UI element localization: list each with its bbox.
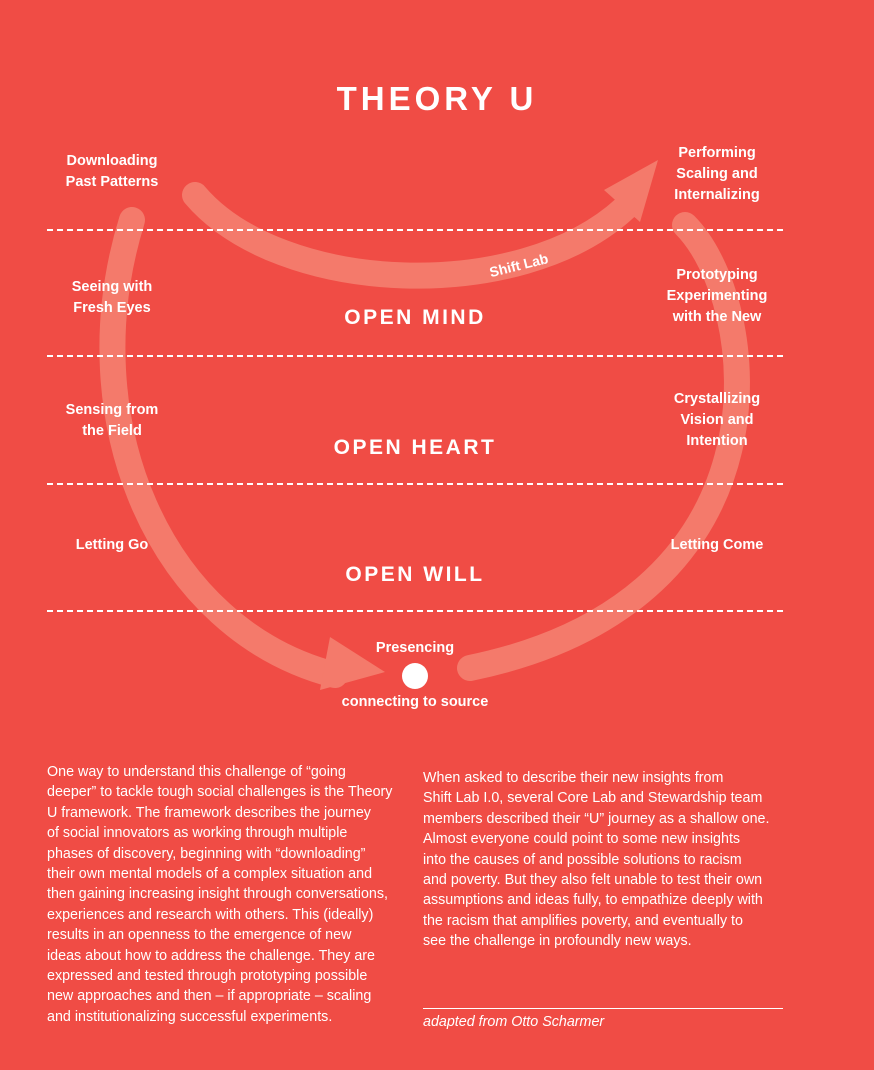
insights-paragraph: When asked to describe their new insights from Shift Lab I.0, several Core Lab and Stewardship team members described their “U” journey as a shallow one. Almost everyone could point to some new insights into the causes of and possible solutions to racism and poverty. But they also felt unable to test their own assumptions and ideas fully, to empathize deeply with the racism that amplifies poverty, and eventually to see the challenge in profoundly new ways. (423, 770, 770, 950)
divider-2 (47, 355, 783, 357)
stage-crystallizing: Crystallizing Vision and Intention (673, 391, 761, 449)
divider-1 (47, 229, 783, 231)
divider-4 (47, 610, 783, 612)
shift-lab-label: Shift Lab (487, 250, 550, 281)
intro-paragraph: One way to understand this challenge of “going deeper” to tackle tough social challenges is the Theory U framework. The framework describes the journey of social innovators as working through multiple phases of discovery, beginning with “downloading” their own mental models of a complex situation and then gaining increasing insight through conversations, experiences and research with others. This (ideally) results in an openness to the emergence of new ideas about how to address the challenge. They are expressed and tested through prototyping possible new approaches and then – if appropriate – scaling and institutionalizing successful experiments. (47, 764, 393, 1025)
level-open-mind: OPEN MIND (344, 306, 486, 329)
stage-letting-go: Letting Go (75, 537, 149, 553)
source-credit: adapted from Otto Scharmer (423, 1014, 605, 1030)
diagram-title: THEORY U (336, 80, 538, 117)
credit-rule (423, 1008, 783, 1009)
stage-seeing: Seeing with Fresh Eyes (71, 279, 153, 316)
level-open-will: OPEN WILL (345, 563, 485, 586)
stage-presencing: Presencing (375, 640, 455, 656)
stage-prototyping: Prototyping Experimenting with the New (666, 267, 768, 325)
stage-connecting: connecting to source (341, 694, 489, 710)
stage-performing: Performing Scaling and Internalizing (674, 145, 760, 203)
stage-letting-come: Letting Come (670, 537, 764, 553)
stage-sensing: Sensing from the Field (65, 402, 159, 439)
divider-3 (47, 483, 783, 485)
stage-downloading: Downloading Past Patterns (65, 153, 159, 190)
presencing-point (402, 663, 428, 689)
level-open-heart: OPEN HEART (333, 436, 497, 459)
